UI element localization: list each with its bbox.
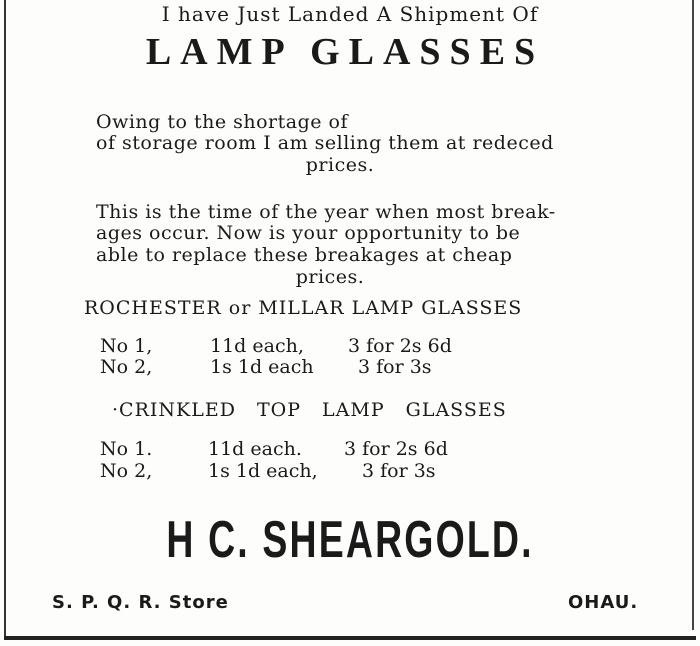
s2-row1-no: No 1. [100,438,153,460]
left-border [4,0,6,640]
headline: I have Just Landed A Shipment Of [161,2,539,26]
store-name: S. P. Q. R. Store [52,592,229,613]
para1-line1: Owing to the shortage of [96,111,349,133]
para2-line2: ages occur. Now is your opportunity to be [96,222,521,244]
s1-row2-no: No 2, [100,356,153,378]
section2-heading: ·CRINKLED TOP LAMP GLASSES [112,399,507,421]
town-name: OHAU. [568,592,639,613]
s1-row1-each: 11d each, [210,335,304,357]
merchant-signature: H C. SHEARGOLD. [166,511,534,569]
bottom-border [4,636,696,640]
ad-title: LAMP GLASSES [145,31,545,73]
right-border [692,0,694,630]
s1-row2-bulk: 3 for 3s [358,356,432,378]
para2-line3: able to replace these breakages at cheap [96,244,513,266]
s2-row2-each: 1s 1d each, [208,460,318,482]
s2-row1-bulk: 3 for 2s 6d [344,438,448,460]
s2-row1-each: 11d each. [208,438,302,460]
para2-line1: This is the time of the year when most break- [96,201,556,223]
section1-heading: ROCHESTER or MILLAR LAMP GLASSES [84,297,523,319]
s2-row2-no: No 2, [100,460,153,482]
para1-line2: of storage room I am selling them at redeced [96,132,554,154]
para2-last: prices. [295,266,365,288]
s1-row2-each: 1s 1d each [210,356,314,378]
s1-row1-bulk: 3 for 2s 6d [348,335,452,357]
s1-row1-no: No 1, [100,335,153,357]
para1-last: prices. [305,154,375,176]
s2-row2-bulk: 3 for 3s [362,460,436,482]
